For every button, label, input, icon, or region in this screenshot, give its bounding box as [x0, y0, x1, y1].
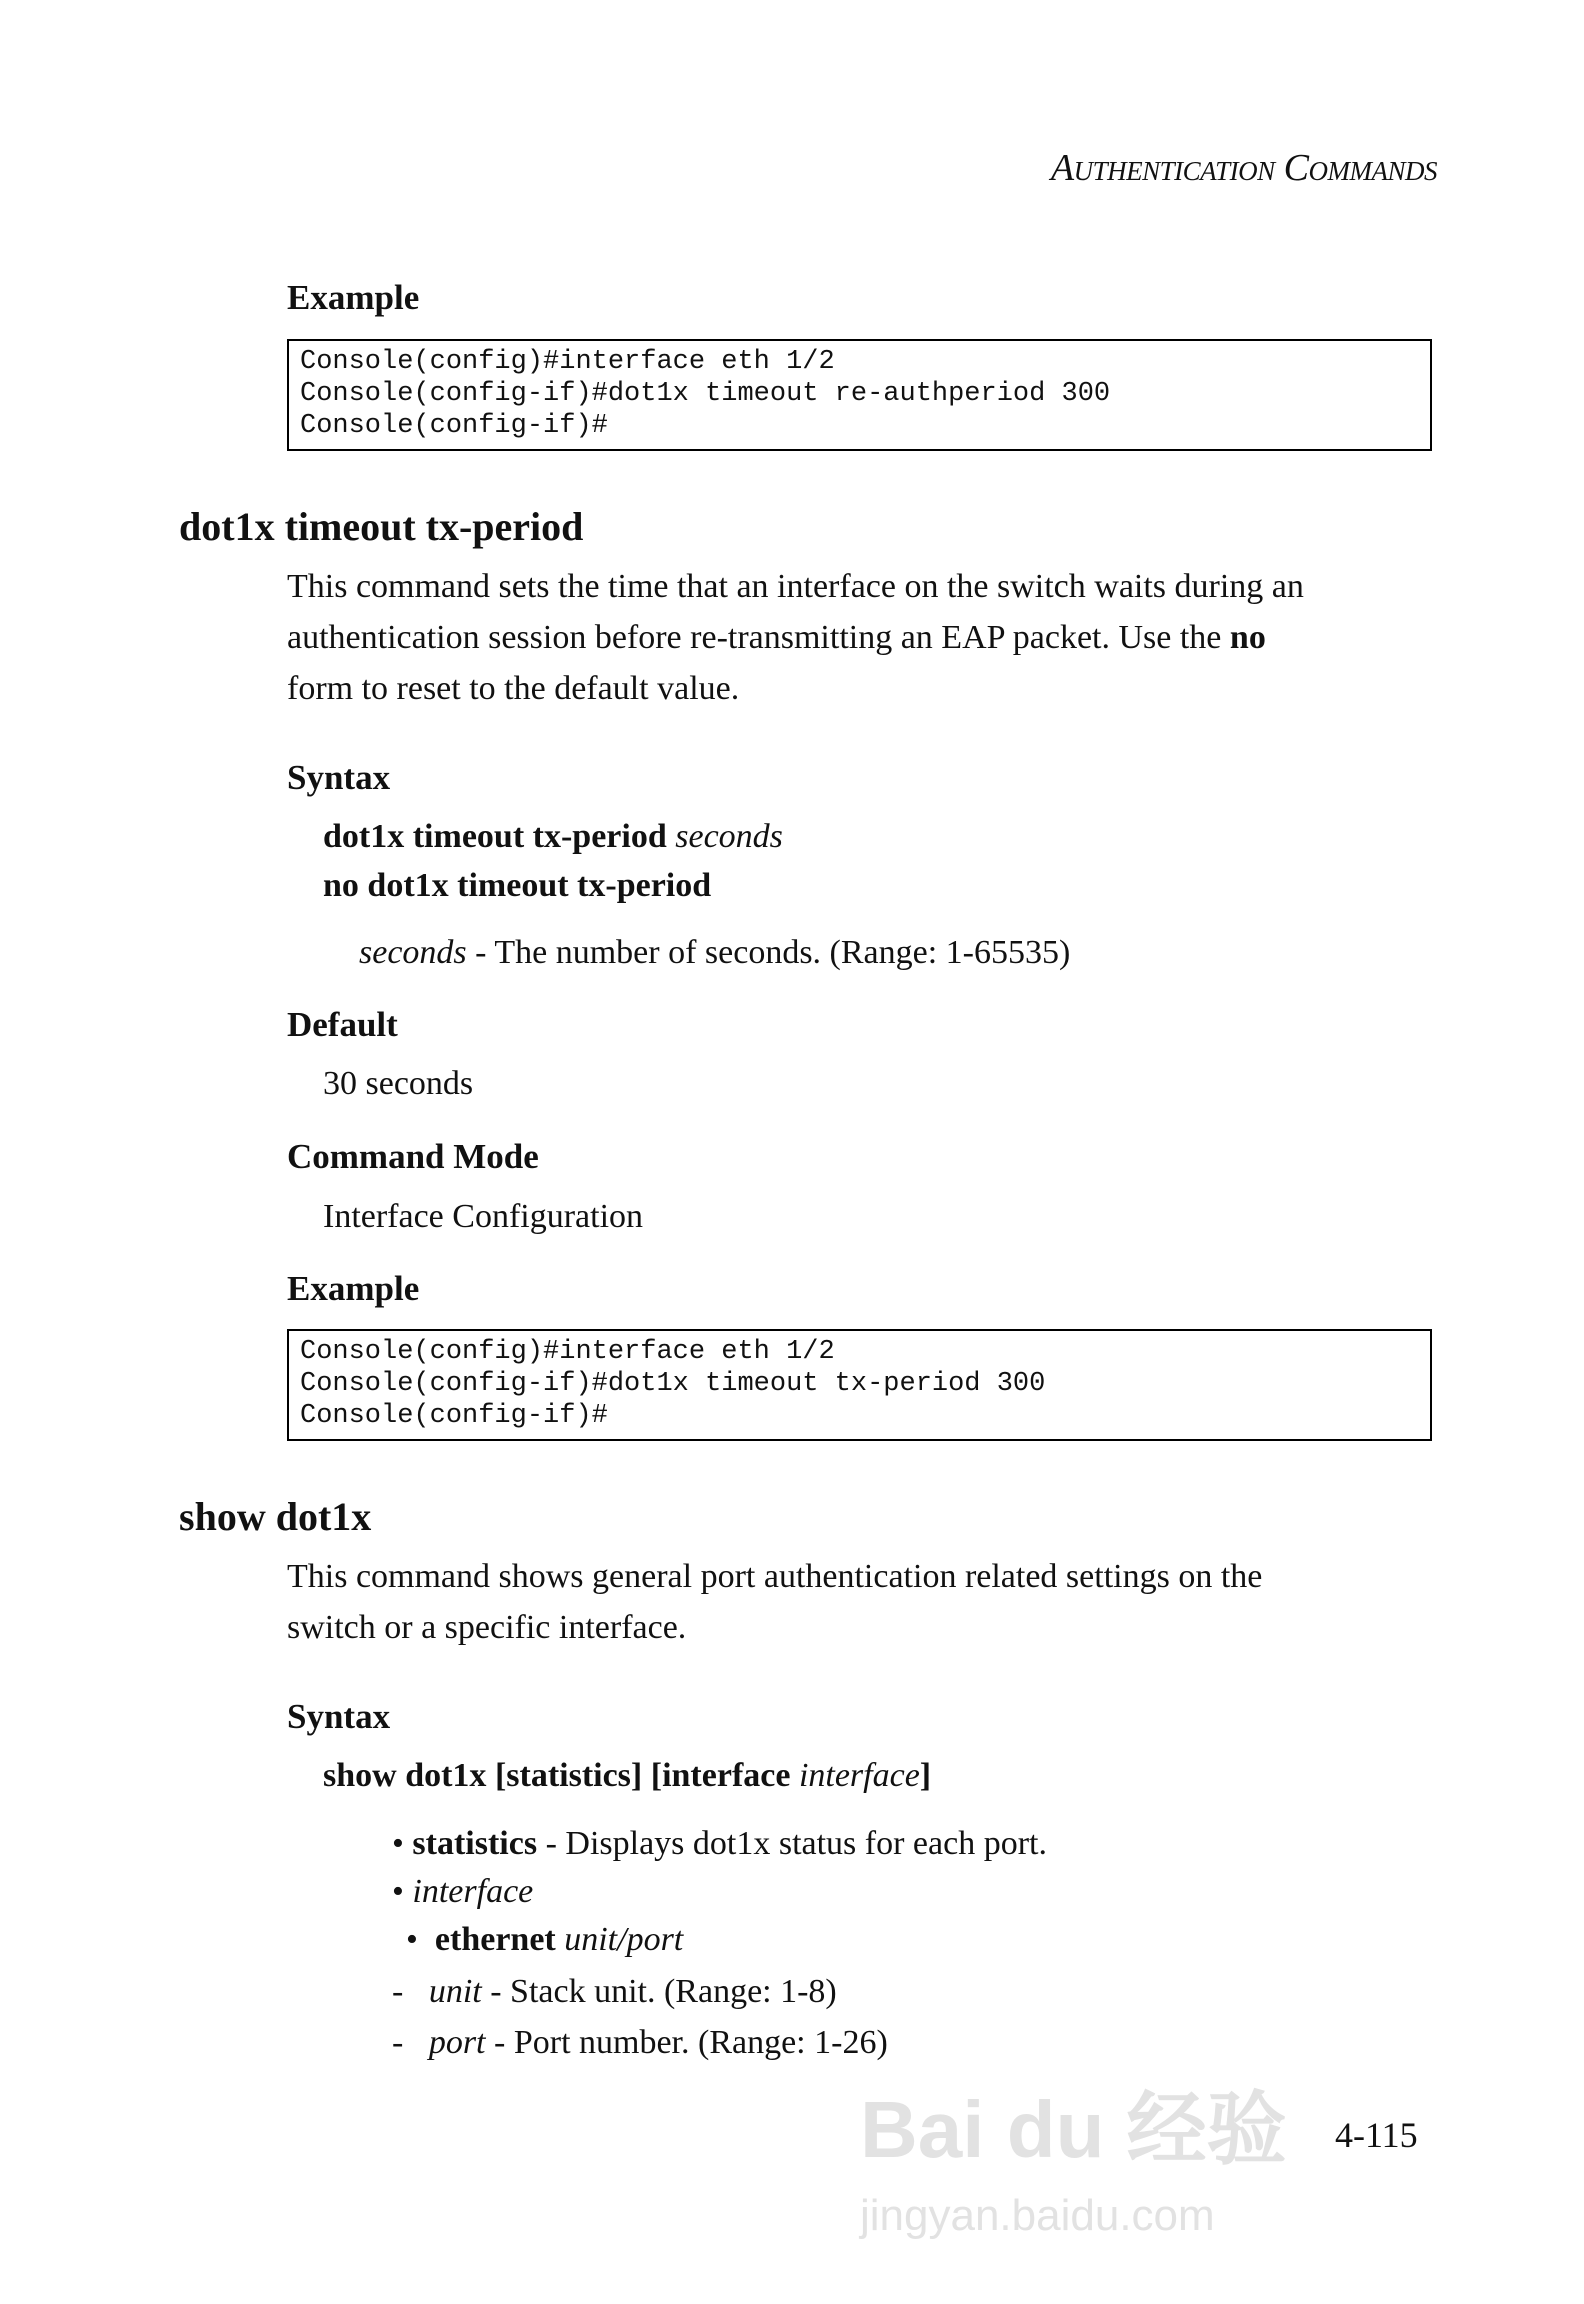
code-line: Console(config-if)# [300, 411, 608, 441]
code-example-box [287, 339, 1432, 451]
command: show dot1x [323, 1757, 487, 1794]
parameter-description [359, 934, 1070, 972]
argument: interface [798, 1757, 920, 1794]
bullet-icon: • [392, 1873, 413, 1910]
option: statistics [412, 1825, 538, 1862]
list-item [392, 1973, 837, 2011]
syntax-heading: Syntax [287, 1697, 391, 1736]
example-heading: Example [287, 278, 420, 317]
option: interface [412, 1873, 534, 1910]
running-header: Authentication Commands [1050, 147, 1437, 189]
default-value: 30 seconds [323, 1065, 474, 1102]
text: authentication session before re-transmitting an EAP packet. Use the [287, 619, 1230, 656]
description-line: This command sets the time that an interface on the switch waits during an [287, 568, 1304, 605]
param-name: seconds [359, 934, 467, 971]
list-item [392, 1825, 1047, 1863]
code-example-box [287, 1329, 1432, 1441]
default-heading: Default [287, 1005, 398, 1044]
list-item [392, 1873, 533, 1911]
code-line: Console(config-if)#dot1x timeout tx-period 300 [300, 1369, 1046, 1399]
text: - Displays dot1x status for each port. [537, 1825, 1047, 1862]
option: ethernet [434, 1921, 556, 1958]
code-line: Console(config)#interface eth 1/2 [300, 347, 835, 377]
list-item [392, 2024, 888, 2062]
param-name: port [428, 2024, 486, 2061]
example-heading: Example [287, 1269, 420, 1308]
bracket: ] [919, 1757, 932, 1794]
section-title: show dot1x [179, 1494, 372, 1539]
bracket: [ [650, 1757, 663, 1794]
command-mode-value: Interface Configuration [323, 1198, 644, 1235]
param-name: unit [428, 1973, 482, 2010]
argument: unit/port [564, 1921, 684, 1958]
code-line: Console(config-if)#dot1x timeout re-authperiod 300 [300, 379, 1111, 409]
bullet-icon: • [392, 1825, 413, 1862]
list-item [406, 1921, 683, 1959]
description-line [287, 619, 1266, 657]
text: - Stack unit. (Range: 1-8) [481, 1973, 837, 2010]
text: - Port number. (Range: 1-26) [485, 2024, 888, 2061]
watermark-url: jingyan.baidu.com [860, 2191, 1215, 2240]
option: interface [662, 1757, 791, 1794]
option: statistics [506, 1757, 631, 1794]
watermark-logo: Bai du 经验 [860, 2085, 1287, 2174]
code-line: Console(config-if)# [300, 1401, 608, 1431]
syntax-line [323, 1757, 931, 1795]
argument: seconds [675, 818, 783, 855]
bracket: [ [494, 1757, 507, 1794]
syntax-heading: Syntax [287, 758, 391, 797]
description-line: form to reset to the default value. [287, 670, 740, 707]
syntax-line [323, 818, 783, 856]
keyword-no: no [1229, 619, 1266, 656]
dash-icon: - [392, 1973, 429, 2010]
command-mode-heading: Command Mode [287, 1137, 539, 1176]
code-line: Console(config)#interface eth 1/2 [300, 1337, 835, 1367]
command: dot1x timeout tx-period [323, 818, 667, 855]
param-text: - The number of seconds. (Range: 1-65535) [466, 934, 1071, 971]
syntax-line: no dot1x timeout tx-period [323, 867, 712, 904]
description-line: switch or a specific interface. [287, 1609, 687, 1646]
description-line: This command shows general port authentication related settings on the [287, 1558, 1263, 1595]
page-number: 4-115 [1335, 2115, 1418, 2155]
bullet-icon: • [406, 1921, 435, 1958]
section-title: dot1x timeout tx-period [179, 504, 584, 549]
bracket: ] [630, 1757, 643, 1794]
dash-icon: - [392, 2024, 429, 2061]
